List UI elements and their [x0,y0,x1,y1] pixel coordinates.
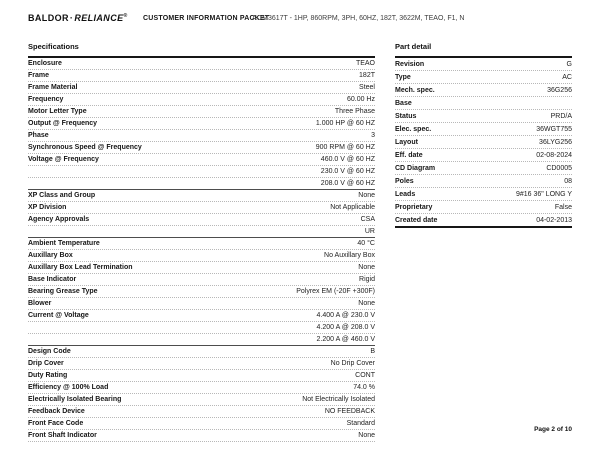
part-label: Elec. spec. [395,125,432,133]
spec-label: Feedback Device [28,408,85,415]
spec-value: 74.0 % [353,384,375,391]
part-label: Status [395,112,417,120]
part-label: Mech. spec. [395,86,435,94]
part-value: 36WGT755 [536,125,572,133]
brand-dot: · [69,13,74,23]
spec-label: Agency Approvals [28,216,90,223]
spec-value: None [358,264,375,271]
spec-row [28,262,375,274]
spec-row [28,334,375,346]
spec-value: UR [364,228,375,235]
part-label: Layout [395,138,418,146]
spec-label: Electrically Isolated Bearing [28,396,122,403]
part-value: AC [562,73,572,81]
spec-label: Auxillary Box [28,252,73,259]
spec-label: Frequency [28,96,64,103]
part-detail-section [395,42,572,228]
spec-row [28,322,375,334]
part-label: CD Diagram [395,164,436,172]
spec-value: 208.0 V @ 60 HZ [320,180,375,187]
spec-row [28,82,375,94]
page-header [0,0,600,30]
spec-value: 230.0 V @ 60 HZ [320,168,375,175]
spec-label: Auxillary Box Lead Termination [28,264,133,271]
spec-row [28,286,375,298]
spec-value: None [358,300,375,307]
spec-row [28,154,375,166]
part-value: 08 [564,177,572,185]
spec-row [28,214,375,226]
spec-row [28,274,375,286]
brand-reliance: RELIANCE [74,13,124,23]
part-value: 36LYG256 [539,138,572,146]
part-value: 02-08-2024 [536,151,572,159]
spec-label: Blower [28,300,52,307]
spec-label: Enclosure [28,60,62,67]
registered-mark-icon: ® [123,13,128,19]
spec-row [28,298,375,310]
spec-label: Output @ Frequency [28,120,98,127]
page-footer [534,426,572,433]
spec-row [28,418,375,430]
spec-label: XP Class and Group [28,192,96,199]
spec-value: Not Electrically Isolated [302,396,375,403]
spec-value: 3 [371,132,375,139]
spec-row [28,382,375,394]
spec-row [28,142,375,154]
part-row [395,84,572,97]
part-row [395,58,572,71]
part-row [395,188,572,201]
spec-row [28,226,375,238]
spec-row [28,94,375,106]
part-value: 9#16 36" LONG Y [515,190,572,198]
part-value: G [566,60,572,68]
page-number: Page 2 of 10 [534,426,572,433]
spec-value: 182T [359,72,375,79]
spec-value: Standard [346,420,375,427]
spec-value: Not Applicable [330,204,375,211]
spec-value: 1.000 HP @ 60 HZ [315,120,375,127]
spec-row [28,178,375,190]
spec-row [28,118,375,130]
spec-row [28,106,375,118]
spec-value: 900 RPM @ 60 HZ [315,144,375,151]
spec-label: Base Indicator [28,276,77,283]
specifications-section [28,42,375,442]
spec-value: 2.200 A @ 460.0 V [316,336,375,343]
part-label: Created date [395,216,438,224]
specifications-table [28,56,375,442]
part-value: CD0005 [546,164,572,172]
spec-row [28,238,375,250]
spec-row [28,202,375,214]
spec-label: Frame Material [28,84,78,91]
spec-row [28,166,375,178]
spec-value: CONT [355,372,375,379]
spec-row [28,58,375,70]
spec-value: B [370,348,375,355]
part-value: 04-02-2013 [536,216,572,224]
spec-row [28,130,375,142]
spec-label: Ambient Temperature [28,240,100,247]
spec-row [28,250,375,262]
part-row [395,162,572,175]
spec-value: Three Phase [334,108,375,115]
spec-row [28,346,375,358]
spec-row [28,394,375,406]
spec-value: Polyrex EM (-20F +300F) [296,288,375,295]
spec-value: 40 °C [357,240,375,247]
spec-row [28,430,375,442]
spec-label: Phase [28,132,49,139]
part-label: Base [395,99,412,107]
document-title: CUSTOMER INFORMATION PACKET [143,15,270,22]
part-value: False [554,203,572,211]
part-value: 36G256 [547,86,572,94]
spec-label: Bearing Grease Type [28,288,98,295]
spec-label: XP Division [28,204,67,211]
spec-row [28,358,375,370]
spec-value: CSA [360,216,375,223]
baldor-reliance-logo [28,13,128,23]
spec-value: Steel [359,84,375,91]
part-row [395,97,572,110]
spec-value: 4.200 A @ 208.0 V [316,324,375,331]
part-label: Type [395,73,411,81]
spec-label: Frame [28,72,50,79]
spec-row [28,70,375,82]
spec-row [28,190,375,202]
spec-value: None [358,432,375,439]
spec-label: Duty Rating [28,372,68,379]
spec-value: 460.0 V @ 60 HZ [320,156,375,163]
part-detail-table [395,56,572,228]
part-label: Proprietary [395,203,433,211]
spec-row [28,406,375,418]
spec-label: Front Face Code [28,420,84,427]
spec-value: 4.400 A @ 230.0 V [316,312,375,319]
spec-label: Synchronous Speed @ Frequency [28,144,142,151]
part-label: Revision [395,60,425,68]
part-row [395,149,572,162]
spec-label: Design Code [28,348,71,355]
spec-value: NO FEEDBACK [324,408,375,415]
spec-label: Voltage @ Frequency [28,156,99,163]
spec-label: Efficiency @ 100% Load [28,384,109,391]
part-row [395,123,572,136]
spec-value: No Auxillary Box [324,252,375,259]
spec-row [28,370,375,382]
spec-label: Front Shaft Indicator [28,432,97,439]
spec-row [28,310,375,322]
part-row [395,175,572,188]
spec-value: No Drip Cover [330,360,375,367]
spec-value: TEAO [355,60,375,67]
spec-label: Current @ Voltage [28,312,89,319]
part-label: Leads [395,190,416,198]
part-row [395,110,572,123]
spec-label: Drip Cover [28,360,64,367]
product-summary: AOM3617T - 1HP, 860RPM, 3PH, 60HZ, 182T, 3622M, TEAO, F1, N [252,15,465,22]
part-value: PRD/A [550,112,572,120]
brand-baldor: BALDOR [28,13,69,23]
spec-label: Motor Letter Type [28,108,87,115]
part-label: Eff. date [395,151,423,159]
spec-value: Rigid [359,276,375,283]
part-row [395,71,572,84]
specifications-title: Specifications [28,42,79,51]
part-row [395,201,572,214]
part-detail-title: Part detail [395,42,432,51]
spec-value: None [358,192,375,199]
part-label: Poles [395,177,414,185]
part-row [395,136,572,149]
part-row [395,214,572,226]
spec-value: 60.00 Hz [346,96,375,103]
